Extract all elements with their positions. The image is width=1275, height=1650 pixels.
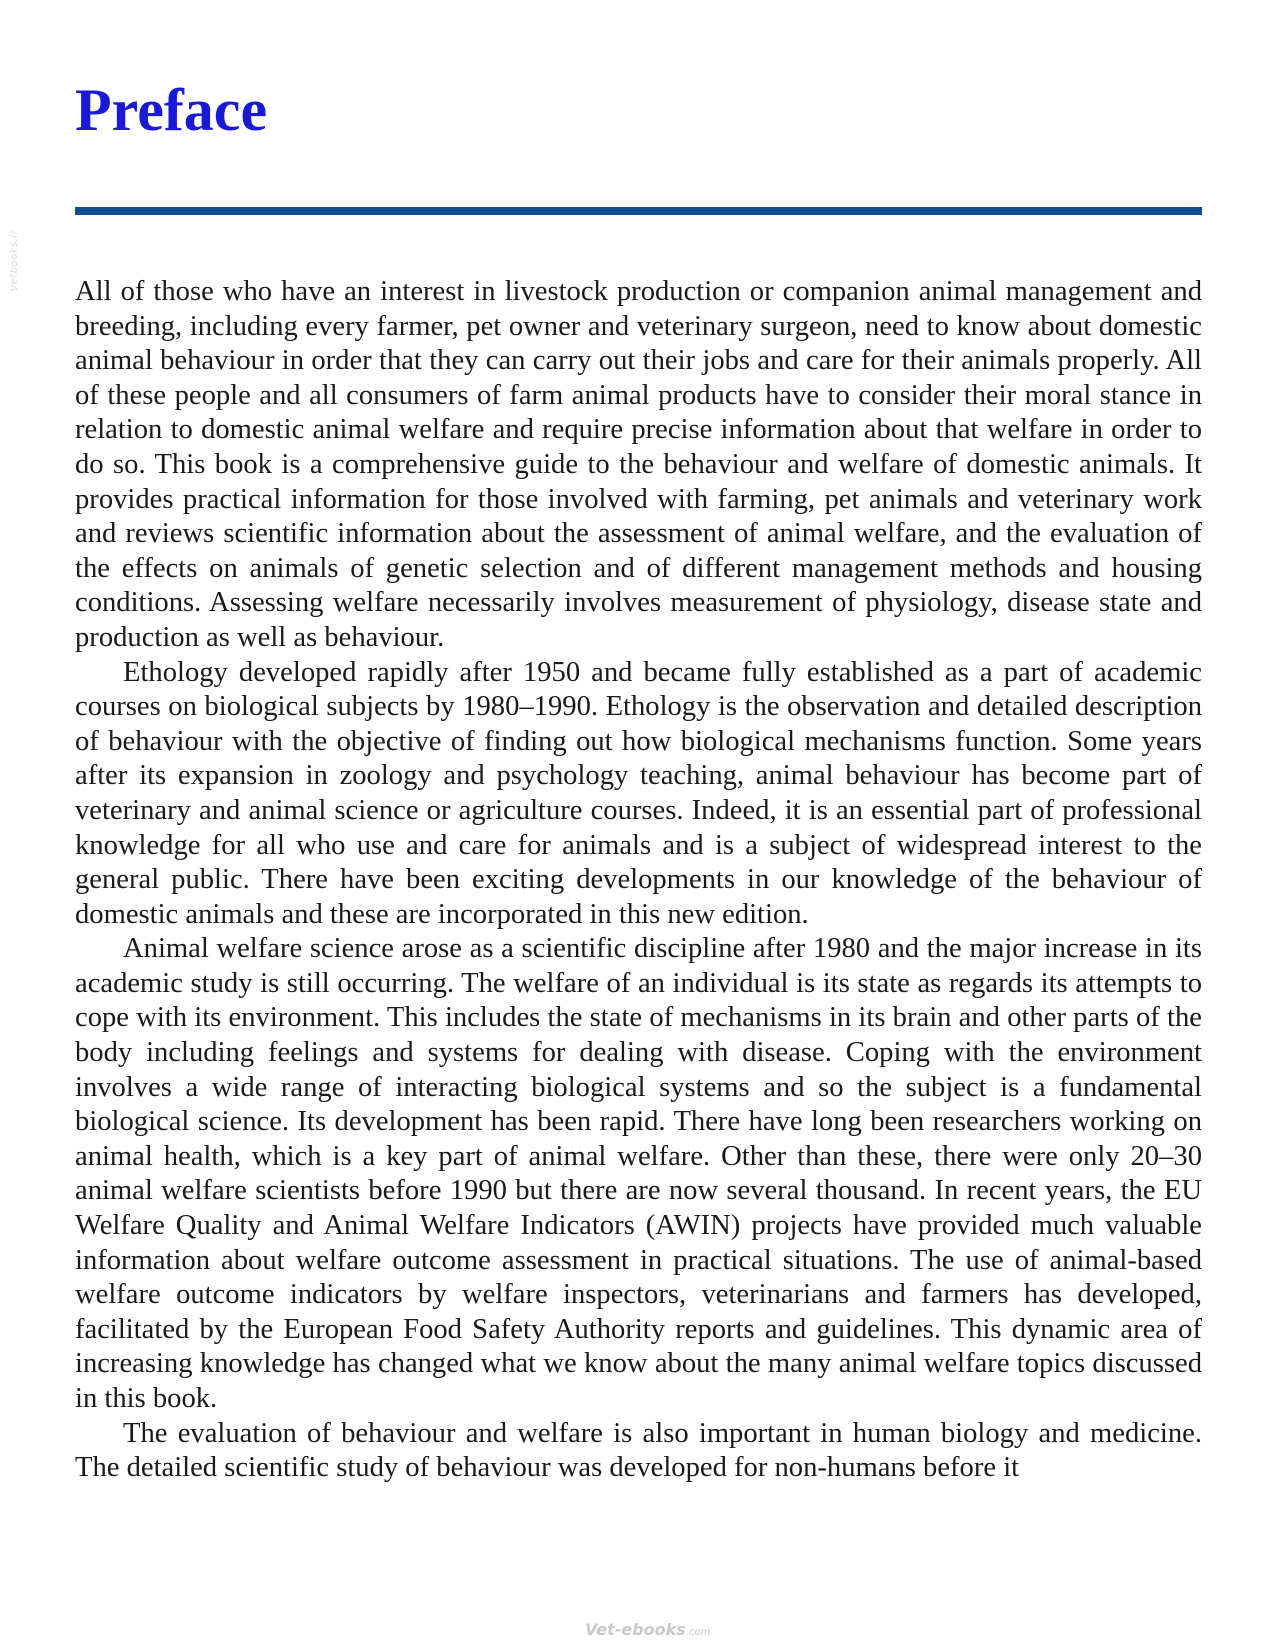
body-text <box>75 275 1202 1486</box>
side-watermark: Vetbooks.ir <box>9 229 21 292</box>
paragraph-1: All of those who have an interest in livestock production or companion animal management and breeding, including every farmer, pet owner and veterinary surgeon, need to know about domestic animal behaviour in order that they can carry out their jobs and care for their animals properly. All of these people and all consumers of farm animal products have to consider their moral stance in relation to domestic animal welfare and require precise information about that welfare in order to do so. This book is a comprehensive guide to the behaviour and welfare of domestic animals. It provides practical information for those involved with farming, pet animals and veterinary work and reviews scientific information about the assessment of animal welfare, and the evaluation of the effects on animals of genetic selection and of different management methods and housing conditions. Assessing welfare necessarily involves measurement of physiology, disease state and production as well as behaviour. <box>75 276 1202 653</box>
paragraph-3: Animal welfare science arose as a scientific discipline after 1980 and the major increase in its academic study is still occurring. The welfare of an individual is its state as regards its attempts to cope with its environment. This includes the state of mechanisms in its brain and other parts of the body including feelings and systems for dealing with disease. Coping with the environment involves a wide range of interacting biological systems and so the subject is a fundamental biological science. Its development has been rapid. There have long been researchers working on animal health, which is a key part of animal welfare. Other than these, there were only 20–30 animal welfare scientists before 1990 but there are now several thousand. In recent years, the EU Welfare Quality and Animal Welfare Indicators (AWIN) projects have provided much valuable information about welfare outcome assessment in practical situations. The use of animal-based welfare outcome indicators by welfare inspectors, veterinarians and farmers has developed, facilitated by the European Food Safety Authority reports and guidelines. This dynamic area of increasing knowledge has changed what we know about the many animal welfare topics discussed in this book. <box>75 933 1202 1414</box>
footer-watermark-logo <box>585 1620 710 1639</box>
title-divider <box>75 207 1202 215</box>
footer-watermark-main: Vet-ebooks <box>585 1620 686 1639</box>
paragraph-2: Ethology developed rapidly after 1950 and became fully established as a part of academic courses on biological subjects by 1980–1990. Ethology is the observation and detailed description of behaviour with the objective of finding out how biological mechanisms function. Some years after its expansion in zoology and psychology teaching, animal behaviour has become part of veterinary and animal science or agriculture courses. Indeed, it is an essential part of professional knowledge for all who use and care for animals and is a subject of widespread interest to the general public. There have been exciting developments in our knowledge of the behaviour of domestic animals and these are incorporated in this new edition. <box>75 656 1202 930</box>
paragraph-4: The evaluation of behaviour and welfare is also important in human biology and medicine. The detailed scientific study of behaviour was developed for non-humans before it <box>75 1417 1202 1484</box>
page-title: Preface <box>75 77 268 143</box>
footer-watermark-suffix: .com <box>685 1627 711 1638</box>
